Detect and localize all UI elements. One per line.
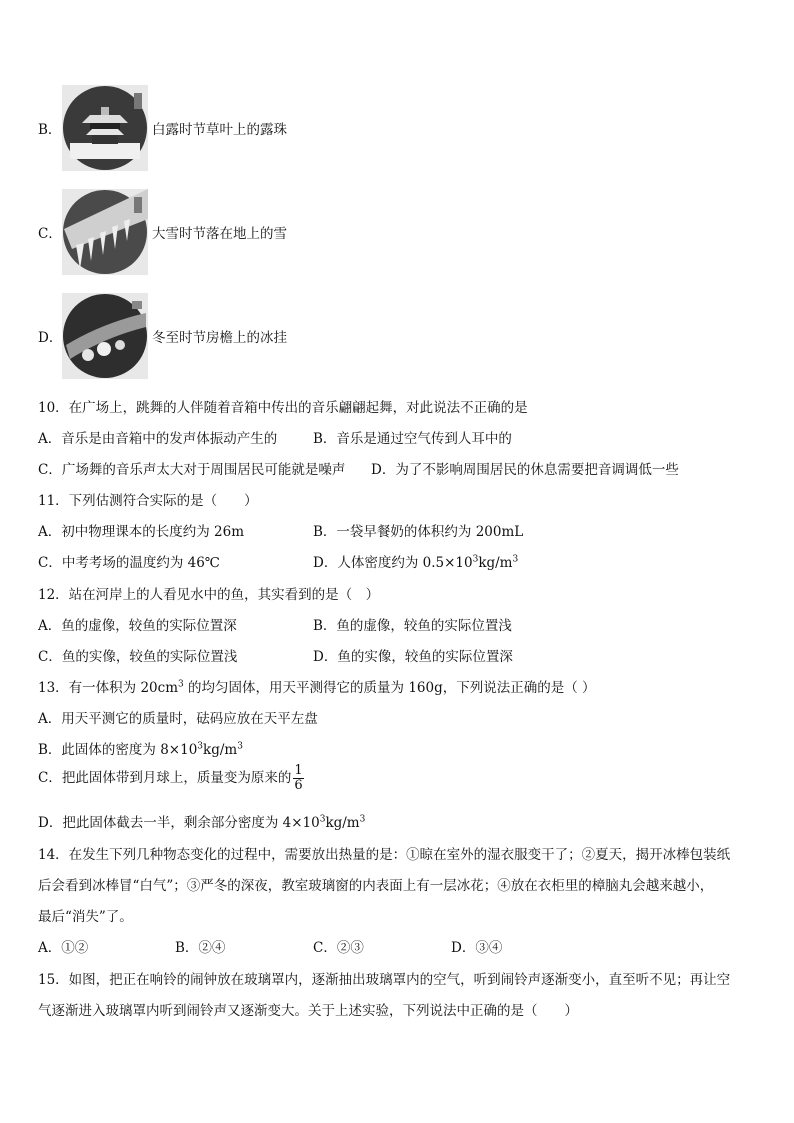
- fraction: $\frac{1}{6}$: [294, 763, 303, 793]
- question-13-option-b: B．此固体的密度为 $8\times 10^3kg/m^3$: [38, 741, 243, 758]
- question-13-stem: 13．有一体积为 $20cm^3$ 的均匀固体，用天平测得它的质量为 160g，下列说法正确的是（ ）: [38, 679, 596, 696]
- question-14-line-3: 最后“消失”了。: [38, 909, 133, 925]
- question-10-options-cd: [38, 458, 758, 478]
- option-d: D．鱼的实像，较鱼的实际位置深: [313, 649, 513, 665]
- option-b: B．②④: [175, 940, 226, 956]
- question-11-stem: 11．下列估测符合实际的是（ ）: [38, 493, 258, 509]
- temple-snow-image: [62, 85, 148, 171]
- option-b: B．鱼的虚像，较鱼的实际位置浅: [313, 618, 512, 634]
- question-13-option-a: A．用天平测它的质量时，砝码应放在天平左盘: [38, 711, 318, 727]
- option-a: A．音乐是由音箱中的发声体振动产生的: [38, 431, 278, 447]
- option-b: B．一袋早餐奶的体积约为 200mL: [313, 524, 524, 540]
- question-10-stem: 10．在广场上，跳舞的人伴随着音箱中传出的音乐翩翩起舞，对此说法不正确的是: [38, 400, 528, 416]
- question-12-options-ab: [38, 614, 758, 634]
- option-c: C．中考考场的温度约为 46℃: [38, 555, 220, 571]
- option-caption: 冬至时节房檐上的冰挂: [152, 330, 287, 346]
- option-c-row: [38, 189, 287, 275]
- option-a: A．初中物理课本的长度约为 26m: [38, 524, 245, 540]
- question-12-options-cd: [38, 645, 758, 665]
- option-d-row: [38, 293, 287, 379]
- dewdrop-leaf-image: [62, 293, 148, 379]
- question-13-option-d: D．把此固体截去一半，剩余部分密度为 $4\times 10^3kg/m^3$: [38, 814, 366, 831]
- option-d: D．为了不影响周围居民的休息需要把音调调低一些: [371, 462, 679, 478]
- question-11-options-cd: [38, 551, 758, 571]
- option-b: B．音乐是通过空气传到人耳中的: [313, 431, 512, 447]
- option-a: A．①②: [38, 940, 89, 956]
- question-11-options-ab: [38, 520, 758, 540]
- option-d: D．③④: [451, 940, 503, 956]
- icicle-image: [62, 189, 148, 275]
- option-c: C．②③: [313, 940, 364, 956]
- option-b-row: [38, 85, 287, 171]
- option-caption: 大雪时节落在地上的雪: [152, 226, 287, 242]
- option-letter: C．: [38, 226, 62, 242]
- option-a: A．鱼的虚像，较鱼的实际位置深: [38, 618, 237, 634]
- option-c: C．广场舞的音乐声太大对于周围居民可能就是噪声: [38, 462, 346, 478]
- question-15-line-2: 气逐渐进入玻璃罩内听到闹铃声又逐渐变大。关于上述实验，下列说法中正确的是（ ）: [38, 1003, 578, 1019]
- option-c: C．鱼的实像，较鱼的实际位置浅: [38, 649, 238, 665]
- question-14-line-1: 14．在发生下列几种物态变化的过程中，需要放出热量的是：①晾在室外的湿衣服变干了；②夏天，揭开冰棒包装纸: [38, 847, 731, 863]
- option-d: D．人体密度约为 $0.5\times 10^3kg/m^3$: [313, 554, 519, 571]
- question-14-line-2: 后会看到冰棒冒“白气”；③严冬的深夜，教室玻璃窗的内表面上有一层冰花；④放在衣柜里的樟脑丸会越来越小，: [38, 878, 714, 894]
- option-letter: B．: [38, 122, 62, 138]
- option-caption: 白露时节草叶上的露珠: [152, 122, 287, 138]
- question-13-option-c: C．把此固体带到月球上，质量变为原来的 $\frac{1}{6}$: [38, 763, 303, 793]
- question-12-stem: 12．站在河岸上的人看见水中的鱼，其实看到的是（ ）: [38, 587, 380, 603]
- question-15-line-1: 15．如图，把正在响铃的闹钟放在玻璃罩内，逐渐抽出玻璃罩内的空气，听到闹铃声逐渐变小，直至听不见；再让空: [38, 972, 731, 988]
- option-letter: D．: [38, 330, 63, 346]
- question-10-options-ab: [38, 427, 758, 447]
